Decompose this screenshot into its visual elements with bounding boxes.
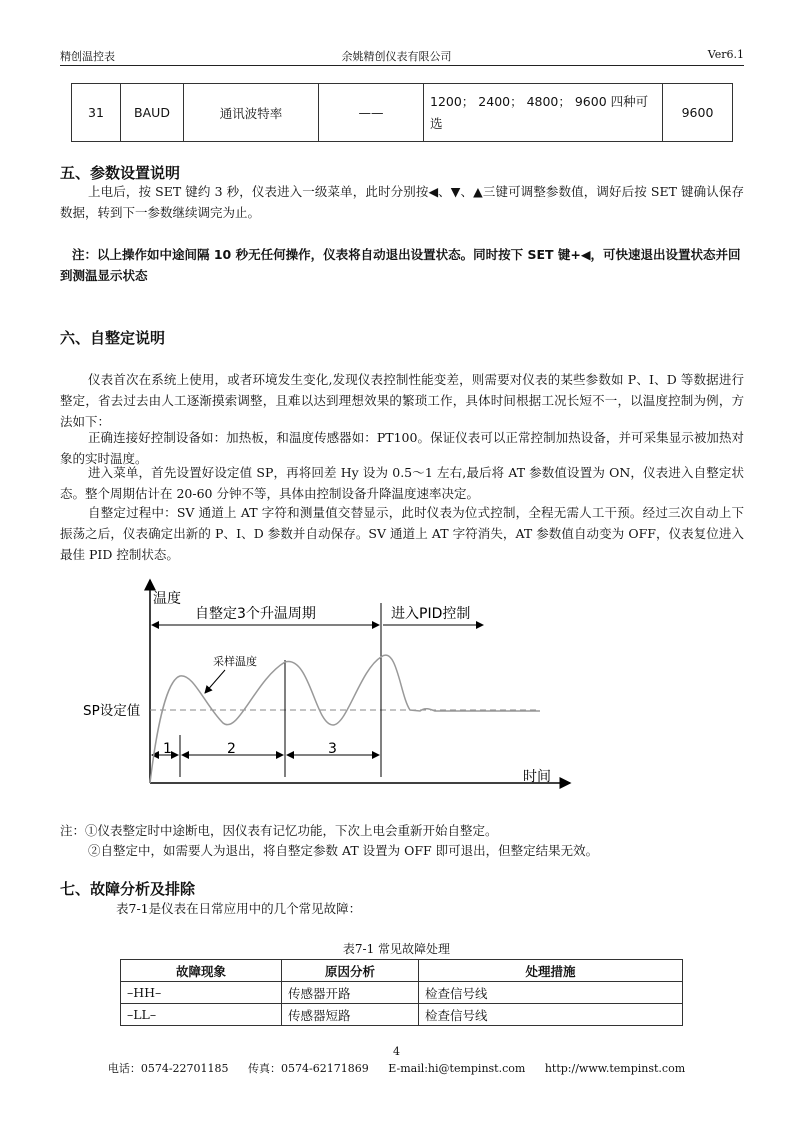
column-header-action: 处理措施	[419, 960, 683, 982]
y-axis-label: 温度	[153, 591, 181, 607]
section7-title: 七、故障分析及排除	[60, 880, 196, 898]
cell-action: 检查信号线	[419, 982, 683, 1004]
footer-website[interactable]: http://www.tempinst.com	[544, 1062, 686, 1075]
footer-email[interactable]: E-mail:hi@tempinst.com	[388, 1062, 526, 1075]
x-axis-label: 时间	[523, 769, 551, 785]
cell-action: 检查信号线	[419, 1004, 683, 1026]
sample-temp-pointer	[205, 670, 225, 693]
autotune-chart	[75, 575, 575, 790]
section6-paragraph-1: 仪表首次在系统上使用，或者环境发生变化,发现仪表控制性能变差，则需要对仪表的某些参数如 P、I、D 等数据进行整定，省去过去由人工逐渐摸索调整，且难以达到理想效果的繁琐工作，具体时间根据工况长短不一，以温度控制为例，方法如下：	[60, 372, 744, 429]
param-table	[71, 83, 733, 142]
column-header-symptom: 故障现象	[121, 960, 282, 982]
column-header-cause: 原因分析	[282, 960, 419, 982]
param-code: BAUD	[121, 84, 184, 142]
segment-label-1: 1	[163, 741, 172, 757]
section5-title: 五、参数设置说明	[60, 164, 181, 182]
sample-temp-label: 采样温度	[213, 655, 257, 668]
section6-paragraph-2: 正确连接好控制设备如：加热板，和温度传感器如：PT100。保证仪表可以正常控制加热设备，并可采集显示被加热对象的实时温度。	[60, 430, 744, 466]
param-range: ——	[319, 84, 424, 142]
phase-label: 自整定3个升温周期	[195, 606, 316, 622]
param-no: 31	[72, 84, 121, 142]
param-options: 1200； 2400； 4800； 9600 四种可选	[424, 84, 663, 142]
table-header-row	[121, 960, 683, 982]
footer-contacts	[0, 1060, 793, 1076]
cell-symptom: –HH–	[121, 982, 282, 1004]
fault-table	[120, 959, 683, 1026]
section6-paragraph-4: 自整定过程中：SV 通道上 AT 字符和测量值交替显示，此时仪表为位式控制，全程无需人工干预。经过三次自动上下振荡之后，仪表确定出新的 P、I、D 参数并自动保存。SV 通道上 AT 字符消失，AT 参数值自动变为 OFF，仪表复位进入最佳 PID 控制状态。	[60, 505, 744, 562]
section5-body: 上电后，按 SET 键约 3 秒，仪表进入一级菜单，此时分别按◀、▼、▲三键可调整参数值，调好后按 SET 键确认保存数据，转到下一参数继续调完为止。	[60, 184, 744, 220]
section6-paragraph-3: 进入菜单，首先设置好设定值 SP，再将回差 Hy 设为 0.5～1 左右,最后将 AT 参数值设置为 ON，仪表进入自整定状态。整个周期估计在 20-60 分钟不等，具体由控制设备升降温度速率决定。	[60, 465, 744, 501]
cell-symptom: –LL–	[121, 1004, 282, 1026]
table-row	[121, 1004, 683, 1026]
header-divider	[60, 65, 744, 66]
pid-label: 进入PID控制	[391, 606, 471, 622]
table-caption: 表7-1 常见故障处理	[342, 942, 451, 956]
setpoint-label: SP设定值	[83, 703, 141, 719]
section5-note: 注：以上操作如中途间隔 10 秒无任何操作，仪表将自动退出设置状态。同时按下 SET 键+◀，可快速退出设置状态并回到测温显示状态	[60, 247, 741, 283]
footer-fax: 传真：0574-62171869	[248, 1062, 369, 1075]
table-row	[72, 84, 733, 142]
section6-title: 六、自整定说明	[60, 329, 166, 347]
cell-cause: 传感器开路	[282, 982, 419, 1004]
note-1: 注：①仪表整定时中途断电，因仪表有记忆功能，下次上电会重新开始自整定。	[60, 823, 498, 838]
table-row	[121, 982, 683, 1004]
param-default: 9600	[663, 84, 733, 142]
header-version: Ver6.1	[707, 48, 744, 61]
header-company-short: 精创温控表	[60, 50, 115, 63]
section7-intro: 表7-1是仪表在日常应用中的几个常见故障：	[116, 901, 362, 916]
cell-cause: 传感器短路	[282, 1004, 419, 1026]
segment-label-2: 2	[227, 741, 236, 757]
page-number: 4	[393, 1045, 400, 1058]
note-2: ②自整定中，如需要人为退出，将自整定参数 AT 设置为 OFF 即可退出，但整定结果无效。	[88, 843, 599, 858]
segment-label-3: 3	[328, 741, 337, 757]
temperature-curve	[150, 655, 540, 783]
param-name: 通讯波特率	[184, 84, 319, 142]
footer-phone: 电话：0574-22701185	[107, 1062, 229, 1075]
header-company: 余姚精创仪表有限公司	[341, 50, 452, 63]
